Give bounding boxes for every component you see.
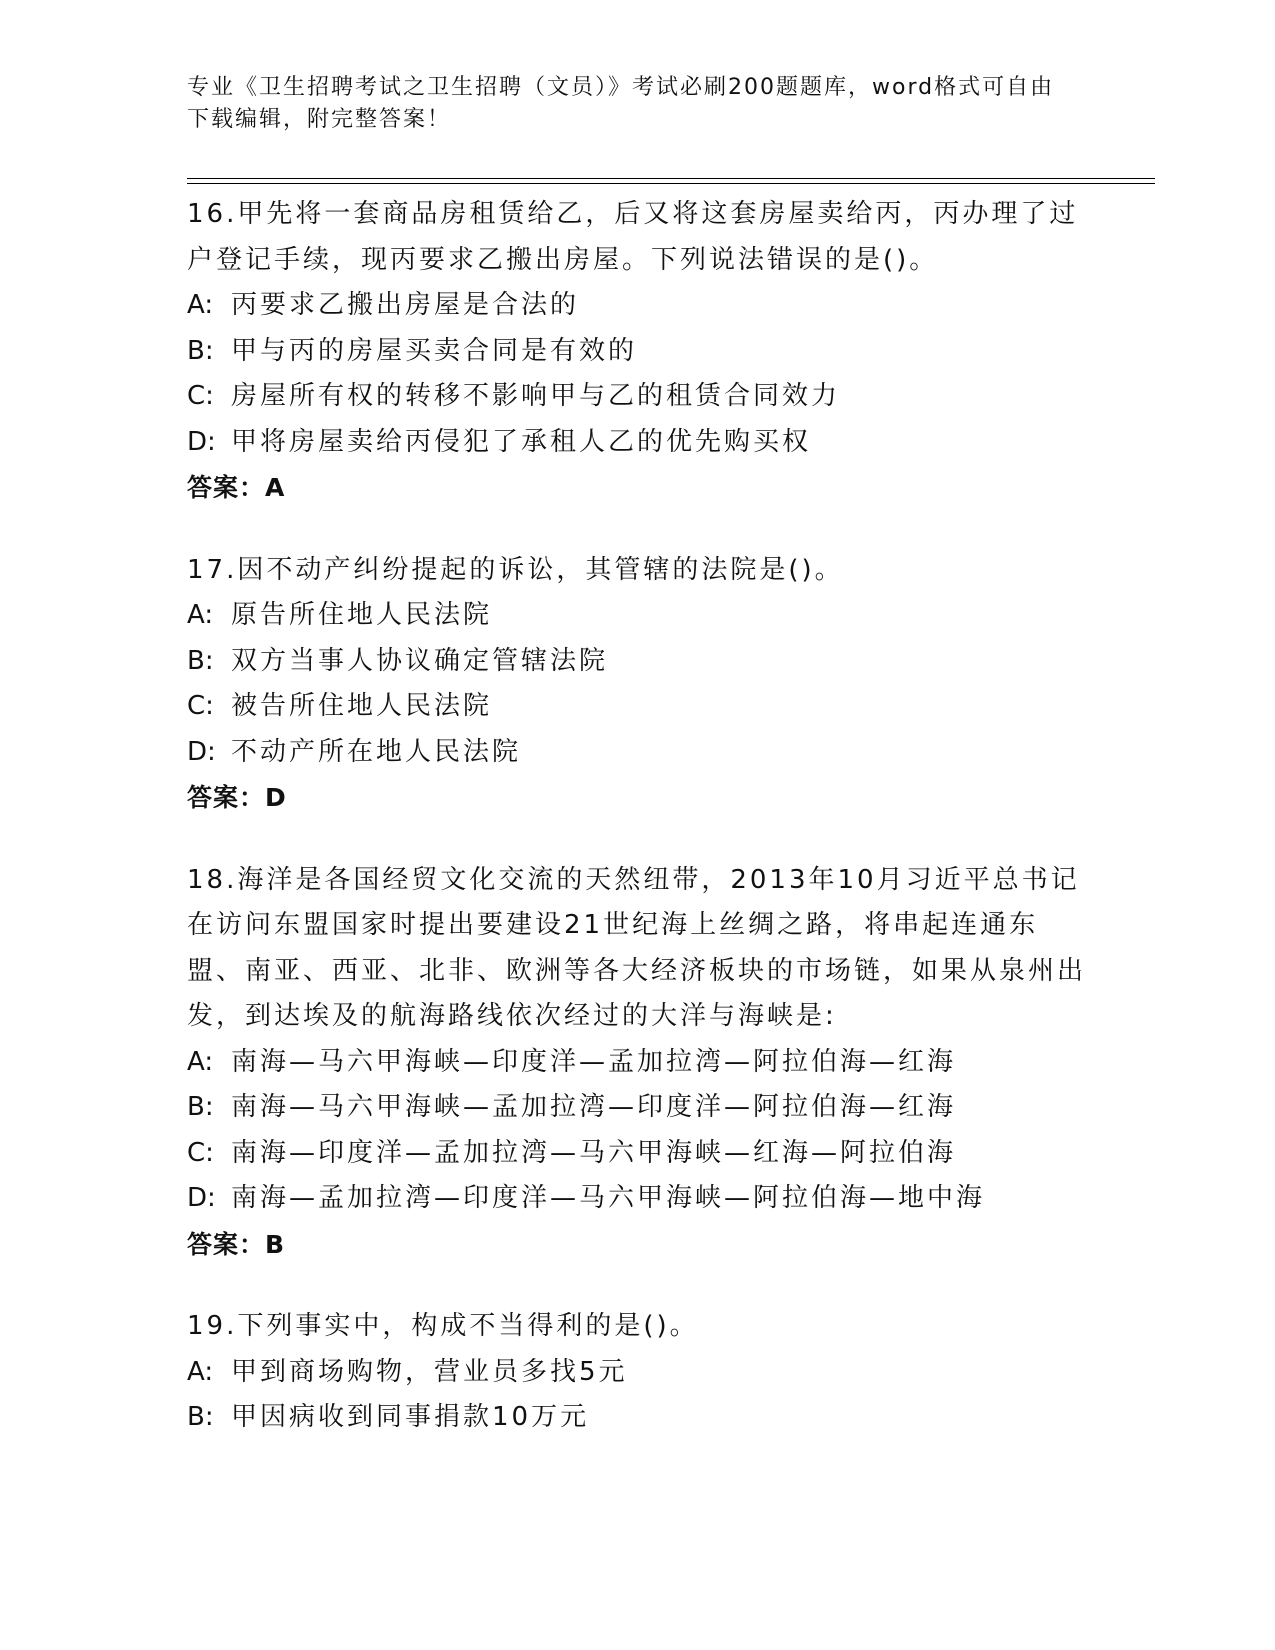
question-stem: 16.甲先将一套商品房租赁给乙，后又将这套房屋卖给丙，丙办理了过户登记手续，现丙要求乙搬出房屋。下列说法错误的是()。 — [187, 199, 1079, 275]
question-16 — [187, 192, 1087, 511]
option-label: C: — [187, 1137, 214, 1168]
option-a — [187, 1040, 1087, 1086]
question-stem: 19.下列事实中，构成不当得利的是()。 — [187, 1311, 699, 1341]
option-label: A: — [187, 1046, 214, 1077]
option-label: B: — [187, 1092, 214, 1122]
document-header: 专业《卫生招聘考试之卫生招聘（文员）》考试必刷200题题库，word格式可自由下载编辑，附完整答案！ — [187, 75, 1055, 132]
answer-line: 答案：B — [187, 1229, 286, 1259]
option-label: A: — [187, 1356, 214, 1387]
option-text: 双方当事人协议确定管辖法院 — [231, 645, 609, 676]
option-label: D: — [187, 426, 216, 457]
option-text: 被告所住地人民法院 — [231, 691, 493, 721]
option-label: D: — [187, 1183, 216, 1213]
option-b — [187, 639, 1087, 685]
option-text: 房屋所有权的转移不影响甲与乙的租赁合同效力 — [231, 381, 841, 411]
option-a — [187, 593, 1087, 639]
option-a — [187, 283, 1087, 329]
option-a — [187, 1350, 1087, 1396]
option-text: 不动产所在地人民法院 — [231, 736, 522, 767]
option-text: 南海—印度洋—孟加拉湾—马六甲海峡—红海—阿拉伯海 — [231, 1137, 957, 1168]
answer-line: 答案：D — [187, 783, 287, 812]
option-label: B: — [187, 1402, 214, 1432]
question-list — [187, 192, 1087, 1478]
option-d — [187, 1176, 1087, 1222]
answer-line: 答案：A — [187, 473, 286, 502]
option-d — [187, 420, 1087, 466]
option-b — [187, 329, 1087, 375]
option-b — [187, 1395, 1087, 1441]
option-text: 原告所住地人民法院 — [231, 600, 493, 630]
option-label: D: — [187, 736, 216, 767]
question-18 — [187, 858, 1087, 1268]
option-label: B: — [187, 335, 214, 366]
option-text: 甲因病收到同事捐款10万元 — [231, 1402, 590, 1432]
option-text: 南海—马六甲海峡—印度洋—孟加拉湾—阿拉伯海—红海 — [231, 1046, 957, 1077]
option-c — [187, 684, 1087, 730]
option-d — [187, 730, 1087, 776]
option-text: 南海—孟加拉湾—印度洋—马六甲海峡—阿拉伯海—地中海 — [231, 1183, 986, 1213]
question-stem: 17.因不动产纠纷提起的诉讼，其管辖的法院是()。 — [187, 554, 844, 585]
option-text: 甲到商场购物，营业员多找5元 — [231, 1356, 628, 1387]
question-stem: 18.海洋是各国经贸文化交流的天然纽带，2013年10月习近平总书记在访问东盟国家时提出要建设21世纪海上丝绸之路，将串起连通东盟、南亚、西亚、北非、欧洲等各大经济板块的市场链，如果从泉州出发，到达埃及的航海路线依次经过的大洋与海峡是: — [187, 864, 1087, 1031]
option-b — [187, 1085, 1087, 1131]
option-c — [187, 1131, 1087, 1177]
option-label: A: — [187, 290, 214, 320]
option-text: 甲将房屋卖给丙侵犯了承租人乙的优先购买权 — [231, 426, 812, 457]
option-label: A: — [187, 600, 214, 630]
option-text: 南海—马六甲海峡—孟加拉湾—印度洋—阿拉伯海—红海 — [231, 1092, 957, 1122]
option-label: C: — [187, 691, 214, 721]
option-c — [187, 374, 1087, 420]
header-rule-top — [187, 178, 1155, 179]
question-17 — [187, 548, 1087, 821]
option-text: 丙要求乙搬出房屋是合法的 — [231, 290, 580, 320]
option-label: B: — [187, 645, 214, 676]
question-19 — [187, 1304, 1087, 1441]
header-rule-bottom — [187, 183, 1155, 184]
option-label: C: — [187, 381, 214, 411]
option-text: 甲与丙的房屋买卖合同是有效的 — [231, 335, 638, 366]
